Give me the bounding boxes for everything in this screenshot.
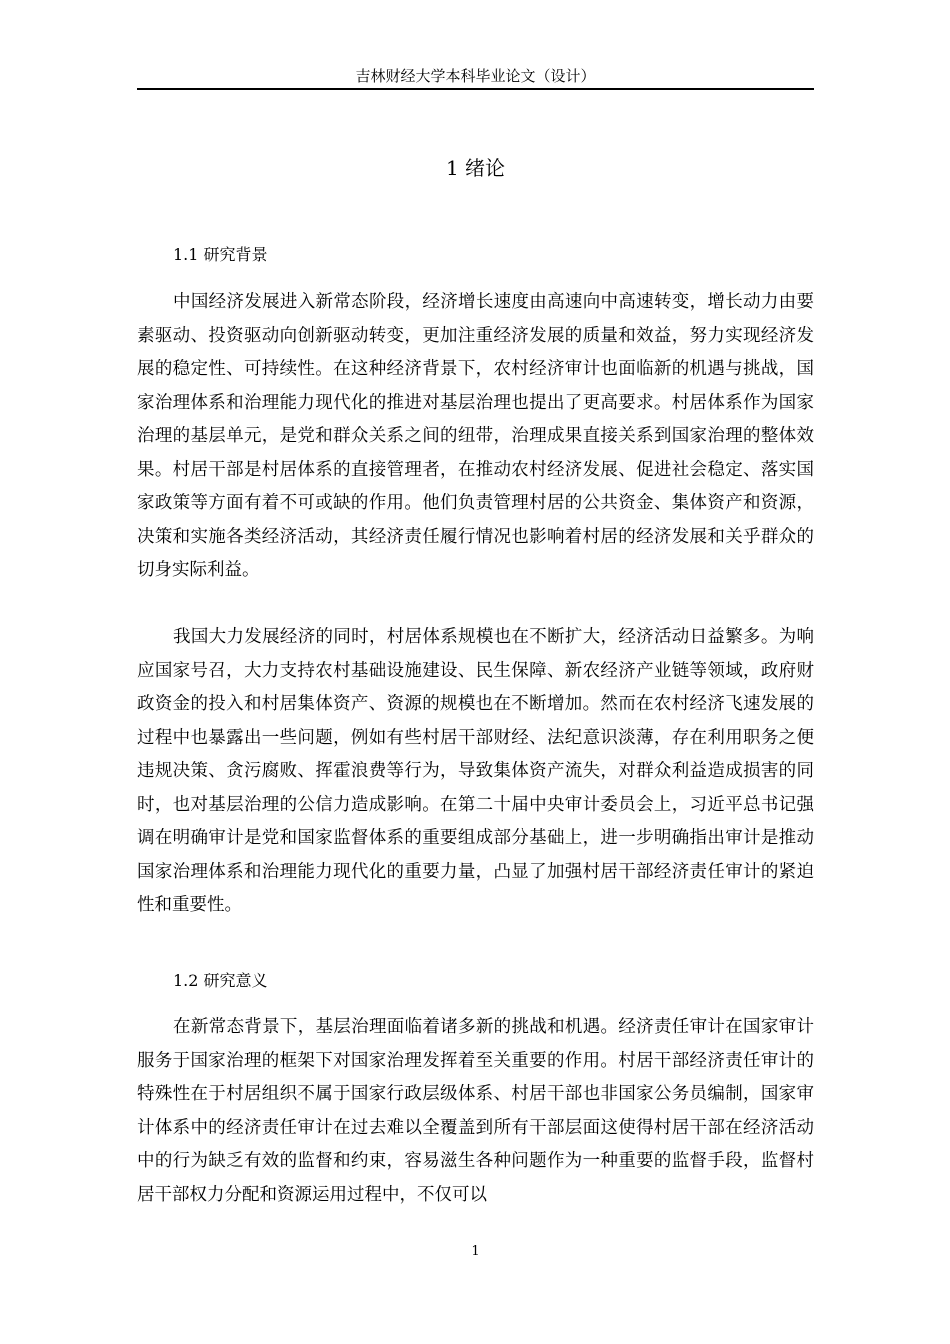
chapter-title: 1 绪论 <box>445 156 506 180</box>
paragraph-background-1: 中国经济发展进入新常态阶段，经济增长速度由高速向中高速转变，增长动力由要素驱动、投资驱动向创新驱动转变，更加注重经济发展的质量和效益，努力实现经济发展的稳定性、可持续性。在这种经济背景下，农村经济审计也面临新的机遇与挑战，国家治理体系和治理能力现代化的推进对基层治理也提出了更高要求。村居体系作为国家治理的基层单元，是党和群众关系之间的纽带，治理成果直接关系到国家治理的整体效果。村居干部是村居体系的直接管理者，在推动农村经济发展、促进社会稳定、落实国家政策等方面有着不可或缺的作用。他们负责管理村居的公共资金、集体资产和资源，决策和实施各类经济活动，其经济责任履行情况也影响着村居的经济发展和关乎群众的切身实际利益。 <box>137 292 814 580</box>
section-title-background: 1.1 研究背景 <box>173 245 268 264</box>
paragraph-background-2: 我国大力发展经济的同时，村居体系规模也在不断扩大，经济活动日益繁多。为响应国家号召，大力支持农村基础设施建设、民生保障、新农经济产业链等领域，政府财政资金的投入和村居集体资产、资源的规模也在不断增加。然而在农村经济飞速发展的过程中也暴露出一些问题，例如有些村居干部财经、法纪意识淡薄，存在利用职务之便违规决策、贪污腐败、挥霍浪费等行为，导致集体资产流失，对群众利益造成损害的同时，也对基层治理的公信力造成影响。在第二十届中央审计委员会上，习近平总书记强调在明确审计是党和国家监督体系的重要组成部分基础上，进一步明确指出审计是推动国家治理体系和治理能力现代化的重要力量，凸显了加强村居干部经济责任审计的紧迫性和重要性。 <box>137 627 814 915</box>
paragraph-significance-1: 在新常态背景下，基层治理面临着诸多新的挑战和机遇。经济责任审计在国家审计服务于国家治理的框架下对国家治理发挥着至关重要的作用。村居干部经济责任审计的特殊性在于村居组织不属于国家行政层级体系、村居干部也非国家公务员编制，国家审计体系中的经济责任审计在过去难以全覆盖到所有干部层面这使得村居干部在经济活动中的行为缺乏有效的监督和约束，容易滋生各种问题作为一种重要的监督手段，监督村居干部权力分配和资源运用过程中，不仅可以 <box>137 1017 814 1205</box>
page-number: 1 <box>471 1244 480 1259</box>
running-header: 吉林财经大学本科毕业论文（设计） <box>355 67 596 85</box>
header-rule <box>137 88 814 90</box>
section-title-significance: 1.2 研究意义 <box>173 971 268 990</box>
